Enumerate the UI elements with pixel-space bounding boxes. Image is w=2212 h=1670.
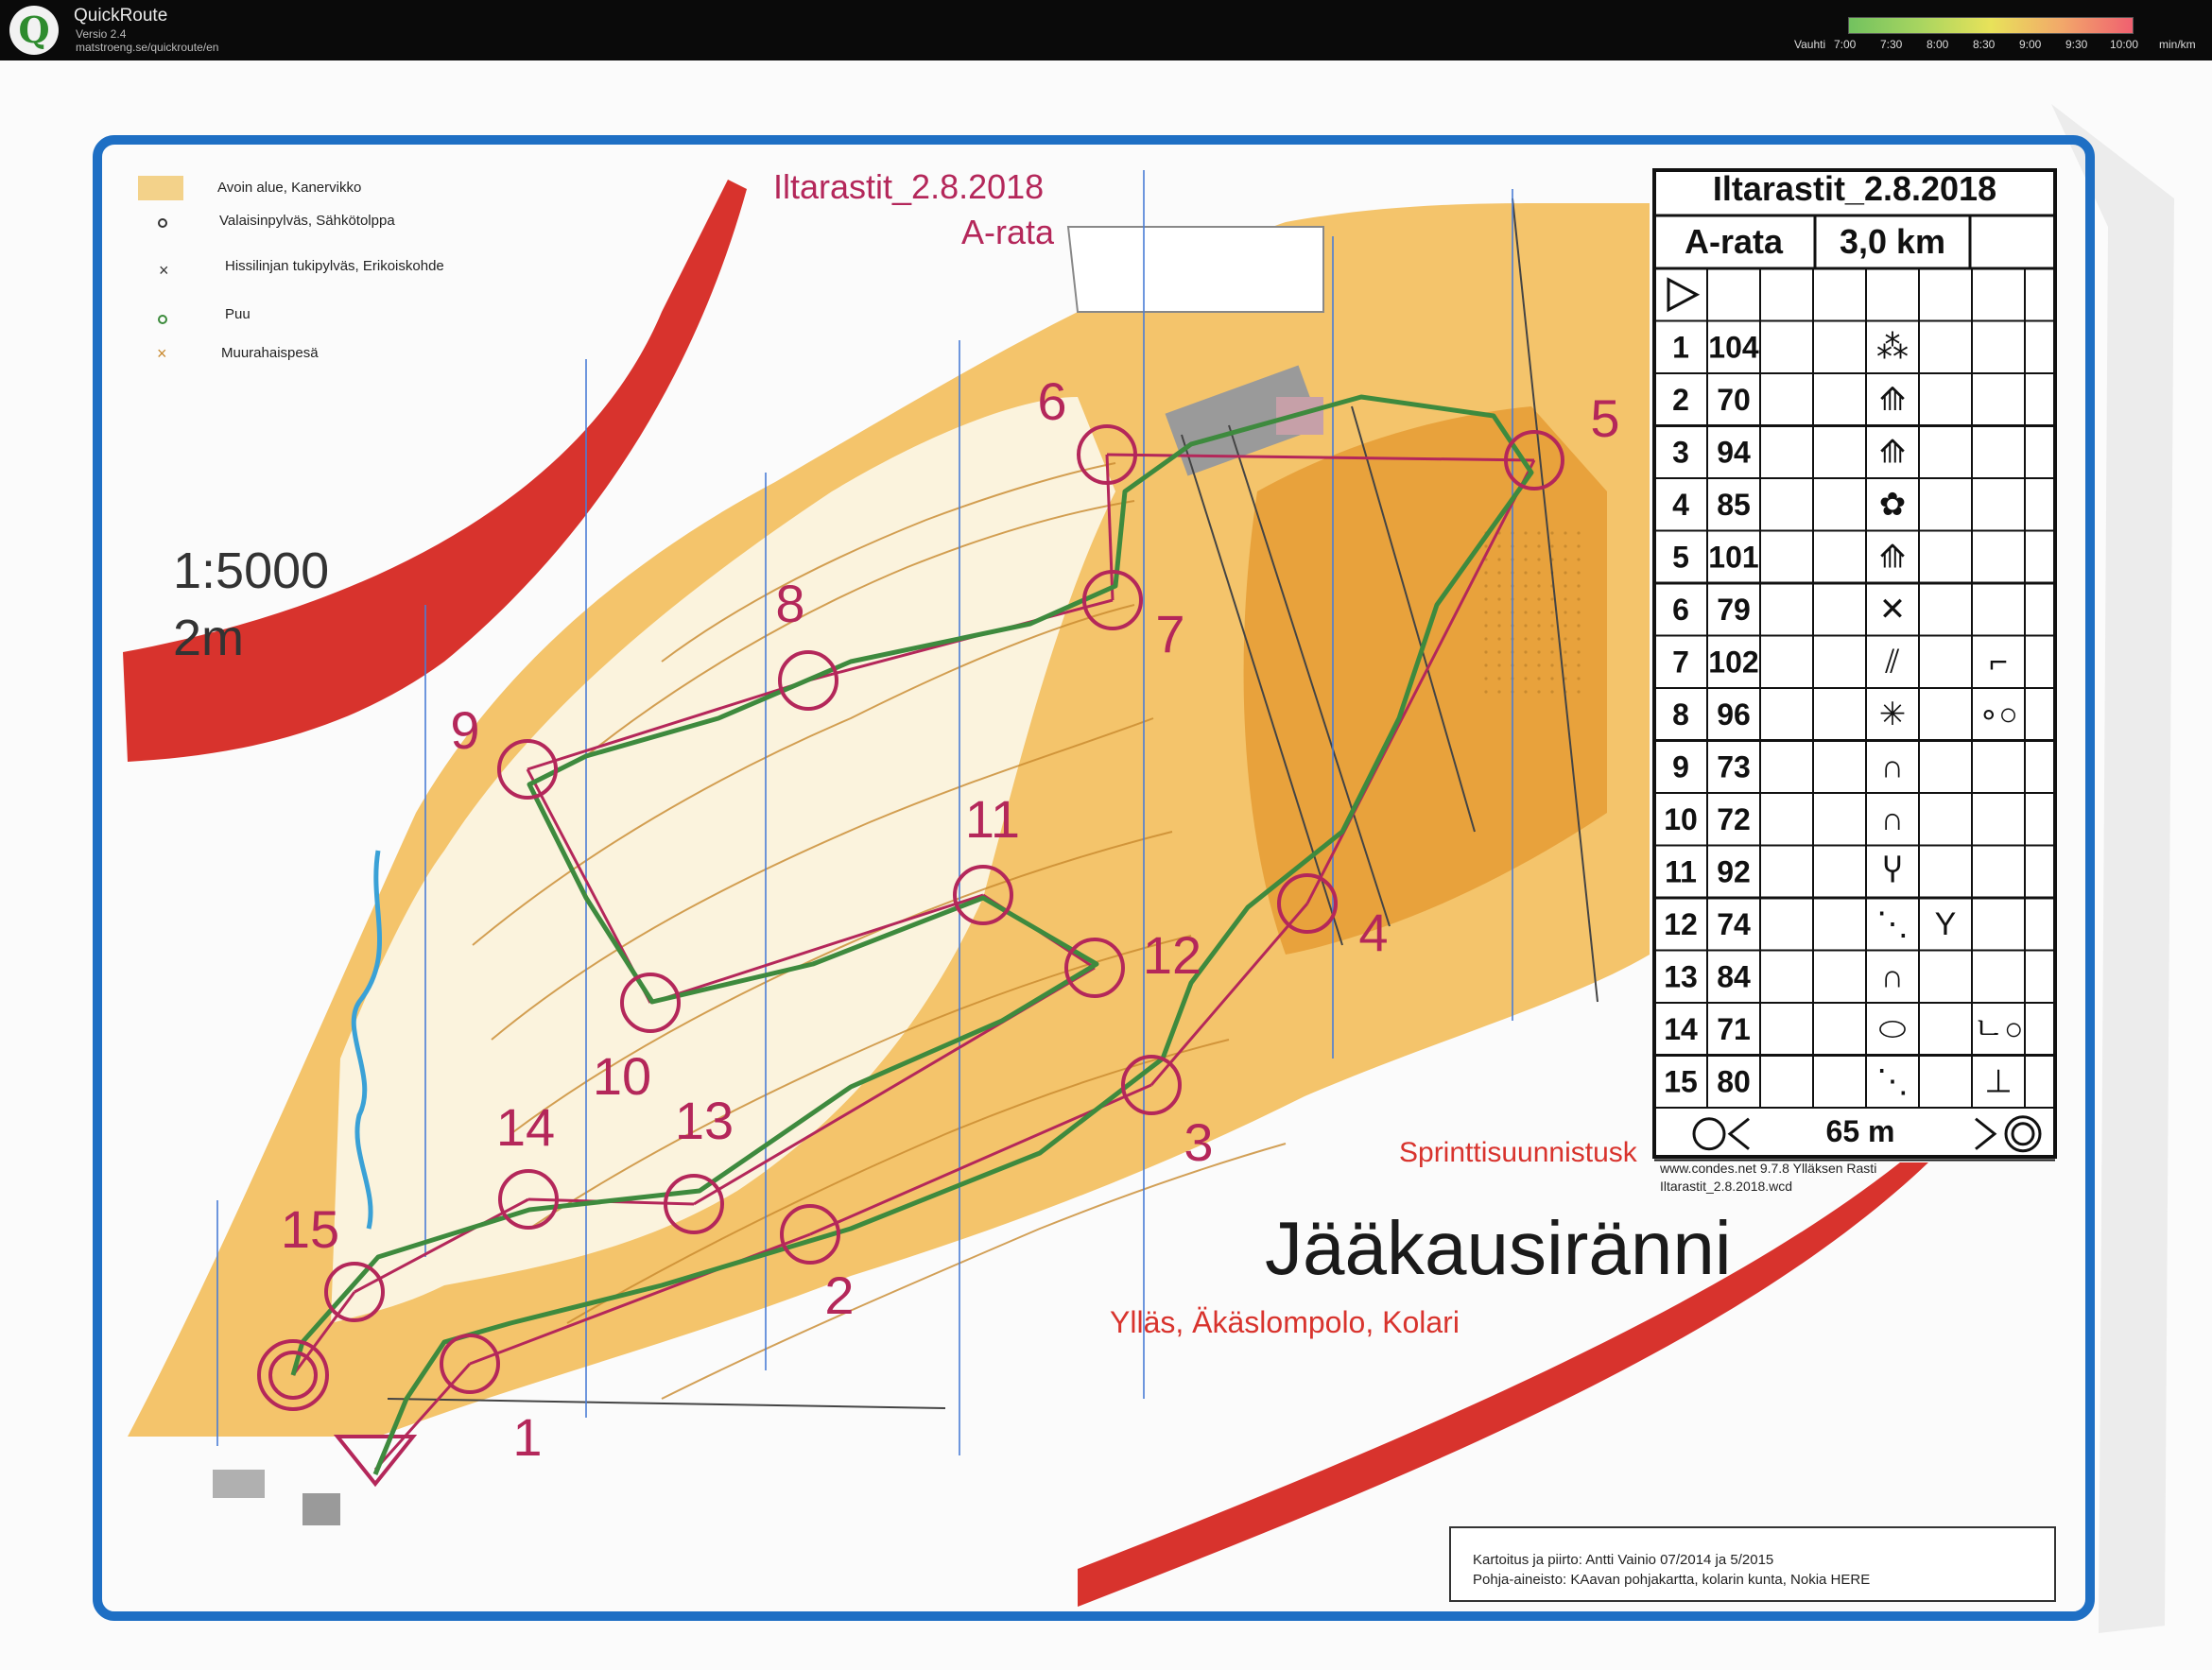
description-control-code: 71 <box>1717 1011 1751 1046</box>
legend-text: Puu <box>225 306 251 322</box>
description-control-code: 85 <box>1717 487 1751 522</box>
description-control-code: 102 <box>1708 645 1759 680</box>
conifer-tree-icon: ⟰ <box>1878 434 1907 471</box>
description-control-code: 70 <box>1717 382 1751 417</box>
description-length: 3,0 km <box>1839 222 1946 261</box>
control-number: 2 <box>824 1265 855 1325</box>
knoll-icon: ∩ <box>1880 801 1905 837</box>
pace-tick: 10:00 <box>2110 38 2139 51</box>
side-circle-icon: ∘○ <box>1979 696 2018 732</box>
control-number: 14 <box>495 1097 556 1157</box>
description-control-number: 3 <box>1672 435 1689 470</box>
elongated-knoll-icon: ⬭ <box>1878 1010 1907 1047</box>
description-control-code: 80 <box>1717 1064 1751 1099</box>
description-control-number: 4 <box>1672 487 1689 522</box>
small-path-icon: ⋱ <box>1876 1063 1909 1100</box>
deciduous-tree-icon: ✿ <box>1878 486 1907 523</box>
pace-tick: 9:00 <box>2019 38 2042 51</box>
description-control-number: 1 <box>1672 330 1689 365</box>
path-crossing-icon: ⫽ <box>1885 644 1900 680</box>
legend-anthill-icon: × <box>157 344 167 363</box>
special-object-x-icon: ✕ <box>1878 591 1907 628</box>
software-credit: www.condes.net 9.7.8 Ylläksen Rasti <box>1660 1161 1877 1176</box>
finish-distance: 65 m <box>1825 1114 1895 1148</box>
app-version: Versio 2.4 <box>76 27 127 41</box>
description-control-code: 72 <box>1717 801 1751 836</box>
junction-icon: Y <box>1934 905 1957 942</box>
description-control-code: 96 <box>1717 697 1751 732</box>
legend-cross-icon: × <box>159 261 169 280</box>
spur-icon: Ⴤ <box>1882 853 1903 890</box>
legend-text: Avoin alue, Kanervikko <box>217 180 362 196</box>
quickroute-logo-icon: Q <box>9 6 59 55</box>
map-subtitle: Sprinttisuunnistusk <box>1399 1137 1637 1168</box>
control-description-sheet <box>1654 169 2055 1161</box>
foot-icon: ⊥ <box>1984 1063 2013 1100</box>
description-control-code: 101 <box>1708 540 1759 575</box>
description-title: Iltarastit_2.8.2018 <box>1712 169 1997 208</box>
corner-icon: ⌐ <box>1989 644 2008 680</box>
map-name: Jääkausiränni <box>1265 1206 1732 1290</box>
pace-tick: 8:30 <box>1973 38 1996 51</box>
app-name: QuickRoute <box>74 6 168 26</box>
description-control-code: 74 <box>1717 906 1751 941</box>
description-control-number: 14 <box>1664 1011 1698 1046</box>
contour-interval: 2m <box>173 610 245 666</box>
description-control-number: 13 <box>1664 959 1698 994</box>
control-number: 6 <box>1037 371 1067 431</box>
legend-open-area-icon <box>138 176 183 200</box>
app-header <box>0 0 2212 60</box>
app-url: matstroeng.se/quickroute/en <box>76 41 219 54</box>
map-viewport[interactable] <box>0 60 2212 1670</box>
conifer-tree-icon: ⟰ <box>1878 539 1907 576</box>
pace-label: Vauhti <box>1794 38 1826 51</box>
description-control-code: 73 <box>1717 749 1751 784</box>
pace-tick: 8:00 <box>1927 38 1949 51</box>
control-number: 5 <box>1590 388 1620 448</box>
control-number: 8 <box>775 574 805 633</box>
west-side-icon: ㄴ○ <box>1973 1010 2024 1047</box>
map-scale: 1:5000 <box>173 542 330 599</box>
description-control-code: 92 <box>1717 854 1751 889</box>
boulder-field-icon: ⁂ <box>1876 329 1909 366</box>
map-location: Ylläs, Äkäslompolo, Kolari <box>1110 1305 1460 1339</box>
description-control-number: 9 <box>1672 749 1689 784</box>
description-control-number: 7 <box>1672 645 1689 680</box>
description-control-number: 12 <box>1664 906 1698 941</box>
building-southwest-2 <box>213 1470 265 1498</box>
control-number: 15 <box>280 1199 340 1259</box>
built-area <box>1068 227 1323 312</box>
pace-tick: 9:30 <box>2065 38 2088 51</box>
description-control-number: 5 <box>1672 540 1689 575</box>
description-control-number: 8 <box>1672 697 1689 732</box>
map-course-name: A-rata <box>961 213 1055 251</box>
control-number: 9 <box>450 700 480 760</box>
pace-tick: 7:00 <box>1834 38 1857 51</box>
legend-text: Hissilinjan tukipylväs, Erikoiskohde <box>225 258 444 274</box>
control-number: 11 <box>964 789 1021 849</box>
description-control-number: 10 <box>1664 801 1698 836</box>
knoll-icon: ∩ <box>1880 749 1905 785</box>
legend-text: Muurahaispesä <box>221 345 319 361</box>
software-file: Iltarastit_2.8.2018.wcd <box>1660 1179 1793 1194</box>
map-title: Iltarastit_2.8.2018 <box>773 167 1045 206</box>
credits-line: Pohja-aineisto: KAavan pohjakartta, kolarin kunta, Nokia HERE <box>1473 1572 1871 1588</box>
credits-line: Kartoitus ja piirto: Antti Vainio 07/2014 ja 5/2015 <box>1473 1552 1774 1568</box>
special-item-star-icon: ✳ <box>1878 696 1907 732</box>
description-control-number: 6 <box>1672 592 1689 627</box>
pace-tick: 7:30 <box>1880 38 1903 51</box>
building-southwest <box>302 1493 340 1525</box>
description-control-number: 2 <box>1672 382 1689 417</box>
description-course: A-rata <box>1684 222 1784 261</box>
control-number: 4 <box>1358 903 1389 962</box>
control-number: 12 <box>1142 925 1202 985</box>
conifer-tree-icon: ⟰ <box>1878 381 1907 418</box>
legend-text: Valaisinpylväs, Sähkötolppa <box>219 213 395 229</box>
control-number: 10 <box>592 1046 652 1106</box>
stony-area <box>1475 529 1588 699</box>
control-number: 1 <box>512 1407 543 1467</box>
knoll-icon: ∩ <box>1880 958 1905 995</box>
pace-color-scale <box>1848 17 2134 34</box>
small-path-icon: ⋱ <box>1876 905 1909 942</box>
control-number: 13 <box>674 1091 734 1150</box>
description-control-number: 15 <box>1664 1064 1698 1099</box>
control-number: 3 <box>1184 1112 1214 1172</box>
description-control-code: 104 <box>1708 330 1759 365</box>
control-number: 7 <box>1155 604 1185 663</box>
description-control-code: 84 <box>1717 959 1751 994</box>
description-control-code: 94 <box>1717 435 1751 470</box>
description-control-number: 11 <box>1665 854 1697 889</box>
orienteering-map[interactable] <box>0 60 2212 1670</box>
description-control-code: 79 <box>1717 592 1751 627</box>
pace-unit: min/km <box>2159 38 2196 51</box>
